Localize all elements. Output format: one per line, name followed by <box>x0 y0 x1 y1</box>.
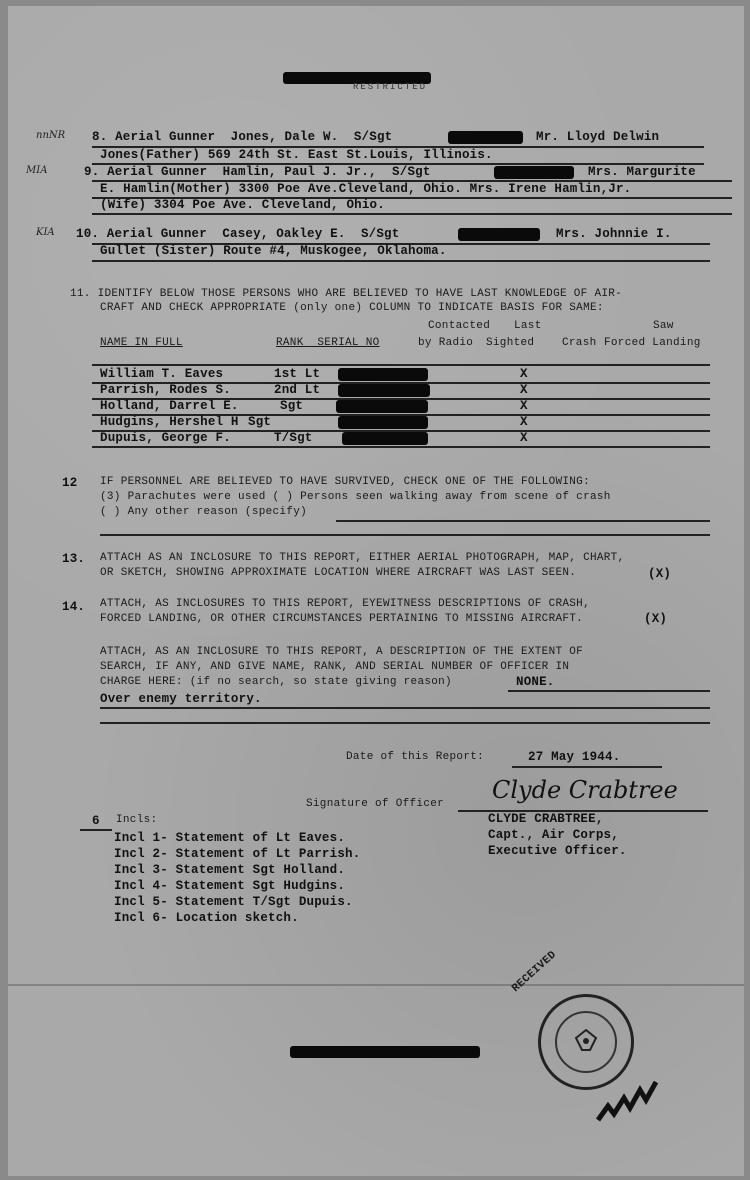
col-header-contacted-bottom: by Radio <box>418 337 474 349</box>
col-header-saw-top: Saw <box>653 320 674 332</box>
row-mark: X <box>520 367 528 381</box>
serial-redaction <box>338 368 428 381</box>
row-name: Dupuis, George F. <box>100 431 231 445</box>
crew-entry-10-line2: Gullet (Sister) Route #4, Muskogee, Oklahoma. <box>100 244 447 258</box>
row-mark: X <box>520 415 528 429</box>
col-header-name: NAME IN FULL <box>100 337 183 349</box>
rule <box>92 260 710 262</box>
inclosure-item: Incl 6- Location sketch. <box>114 911 299 925</box>
rule <box>100 534 710 536</box>
row-name: Holland, Darrel E. <box>100 399 239 413</box>
serial-redaction <box>342 432 428 445</box>
section15-line2: SEARCH, IF ANY, AND GIVE NAME, RANK, AND SERIAL NUMBER OF OFFICER IN <box>100 661 570 673</box>
row-rank: Sgt <box>280 399 304 413</box>
serial-redaction-10 <box>458 228 540 241</box>
row-name: William T. Eaves <box>100 367 224 381</box>
col-header-contacted-top: Contacted <box>428 320 491 332</box>
handwritten-signature: Clyde Crabtree <box>492 776 678 804</box>
stamp-scribble-icon <box>594 1076 664 1126</box>
section13-mark: (X) <box>648 567 672 581</box>
serial-redaction <box>338 416 428 429</box>
row-mark: X <box>520 383 528 397</box>
inclosure-item: Incl 2- Statement of Lt Parrish. <box>114 847 361 861</box>
rule <box>92 446 710 448</box>
crew-entry-9-line1-after: Mrs. Margurite <box>588 165 696 179</box>
section12-line1: IF PERSONNEL ARE BELIEVED TO HAVE SURVIVED, CHECK ONE OF THE FOLLOWING: <box>100 476 590 488</box>
report-date-value: 27 May 1944. <box>528 750 621 764</box>
serial-redaction-8 <box>448 131 523 144</box>
crew-entry-10-line1-after: Mrs. Johnnie I. <box>556 227 672 241</box>
section15-answer2: Over enemy territory. <box>100 692 262 706</box>
rule <box>512 766 662 768</box>
crew-entry-9-line3: (Wife) 3304 Poe Ave. Cleveland, Ohio. <box>100 198 385 212</box>
section12-number: 12 <box>62 476 78 490</box>
row-rank: Sgt <box>248 415 272 429</box>
section15-answer1: NONE. <box>516 675 555 689</box>
row-name: Hudgins, Hershel H <box>100 415 239 429</box>
rule <box>100 707 710 709</box>
section13-line2: OR SKETCH, SHOWING APPROXIMATE LOCATION WHERE AIRCRAFT WAS LAST SEEN. <box>100 567 577 579</box>
col-header-last-top: Last <box>514 320 542 332</box>
rule <box>92 364 710 366</box>
section14-line1: ATTACH, AS INCLOSURES TO THIS REPORT, EYEWITNESS DESCRIPTIONS OF CRASH, <box>100 598 590 610</box>
crew-entry-8-line2: Jones(Father) 569 24th St. East St.Louis, Illinois. <box>100 148 493 162</box>
inclosure-item: Incl 5- Statement T/Sgt Dupuis. <box>114 895 353 909</box>
officer-title: Executive Officer. <box>488 844 627 858</box>
inclosure-item: Incl 4- Statement Sgt Hudgins. <box>114 879 346 893</box>
section15-line3: CHARGE HERE: (if no search, so state giving reason) <box>100 676 452 688</box>
col-header-rank-serial: RANK SERIAL NO <box>276 337 380 349</box>
crew-entry-8-line1: 8. Aerial Gunner Jones, Dale W. S/Sgt <box>92 130 393 144</box>
report-date-label: Date of this Report: <box>346 751 485 763</box>
section11-line2: CRAFT AND CHECK APPROPRIATE (only one) COLUMN TO INDICATE BASIS FOR SAME: <box>100 302 604 314</box>
rule <box>508 690 710 692</box>
crew-entry-10-line1: 10. Aerial Gunner Casey, Oakley E. S/Sgt <box>76 227 400 241</box>
section12-line2: (3) Parachutes were used ( ) Persons seen walking away from scene of crash <box>100 491 611 503</box>
col-header-saw-bottom: Forced Landing <box>604 337 701 349</box>
section15-line1: ATTACH, AS AN INCLOSURE TO THIS REPORT, A DESCRIPTION OF THE EXTENT OF <box>100 646 584 658</box>
serial-redaction-9 <box>494 166 574 179</box>
inclosure-item: Incl 1- Statement of Lt Eaves. <box>114 831 346 845</box>
signature-label: Signature of Officer <box>306 798 445 810</box>
section14-line2: FORCED LANDING, OR OTHER CIRCUMSTANCES PERTAINING TO MISSING AIRCRAFT. <box>100 613 584 625</box>
section14-mark: (X) <box>644 612 668 626</box>
row-mark: X <box>520 399 528 413</box>
inclosure-label: Incls: <box>116 814 158 826</box>
crew-entry-9-line2: E. Hamlin(Mother) 3300 Poe Ave.Cleveland, Ohio. Mrs. Irene Hamlin,Jr. <box>100 182 632 196</box>
row-name: Parrish, Rodes S. <box>100 383 231 397</box>
margin-note-9: MIA <box>26 165 48 176</box>
margin-note-10: KIA <box>36 227 55 238</box>
fold-crease <box>8 984 744 986</box>
margin-note-8: nnNR <box>36 130 66 141</box>
officer-rank: Capt., Air Corps, <box>488 828 619 842</box>
received-stamp-label: RECEIVED <box>510 949 560 995</box>
section13-number: 13. <box>62 552 86 566</box>
serial-redaction <box>336 400 428 413</box>
row-rank: 1st Lt <box>274 367 321 381</box>
serial-redaction <box>338 384 430 397</box>
inclosure-item: Incl 3- Statement Sgt Holland. <box>114 863 346 877</box>
rule <box>100 722 710 724</box>
col-header-crash: Crash <box>562 337 597 349</box>
crew-entry-8-line1-after: Mr. Lloyd Delwin <box>536 130 660 144</box>
row-mark: X <box>520 431 528 445</box>
document-page <box>8 6 744 1176</box>
col-header-last-bottom: Sighted <box>486 337 535 349</box>
footer-redaction <box>290 1046 480 1058</box>
row-rank: 2nd Lt <box>274 383 321 397</box>
section14-number: 14. <box>62 600 86 614</box>
rule <box>80 829 112 831</box>
section12-line3: ( ) Any other reason (specify) <box>100 506 308 518</box>
section13-line1: ATTACH AS AN INCLOSURE TO THIS REPORT, EITHER AERIAL PHOTOGRAPH, MAP, CHART, <box>100 552 625 564</box>
crew-entry-9-line1: 9. Aerial Gunner Hamlin, Paul J. Jr., S/Sgt <box>84 165 431 179</box>
rule <box>92 213 732 215</box>
inclosure-count: 6 <box>92 814 100 828</box>
rule <box>336 520 710 522</box>
officer-name: CLYDE CRABTREE, <box>488 812 604 826</box>
section11-line1: 11. IDENTIFY BELOW THOSE PERSONS WHO ARE BELIEVED TO HAVE LAST KNOWLEDGE OF AIR- <box>70 288 623 300</box>
row-rank: T/Sgt <box>274 431 313 445</box>
header-stamp: RESTRICTED <box>353 82 428 92</box>
